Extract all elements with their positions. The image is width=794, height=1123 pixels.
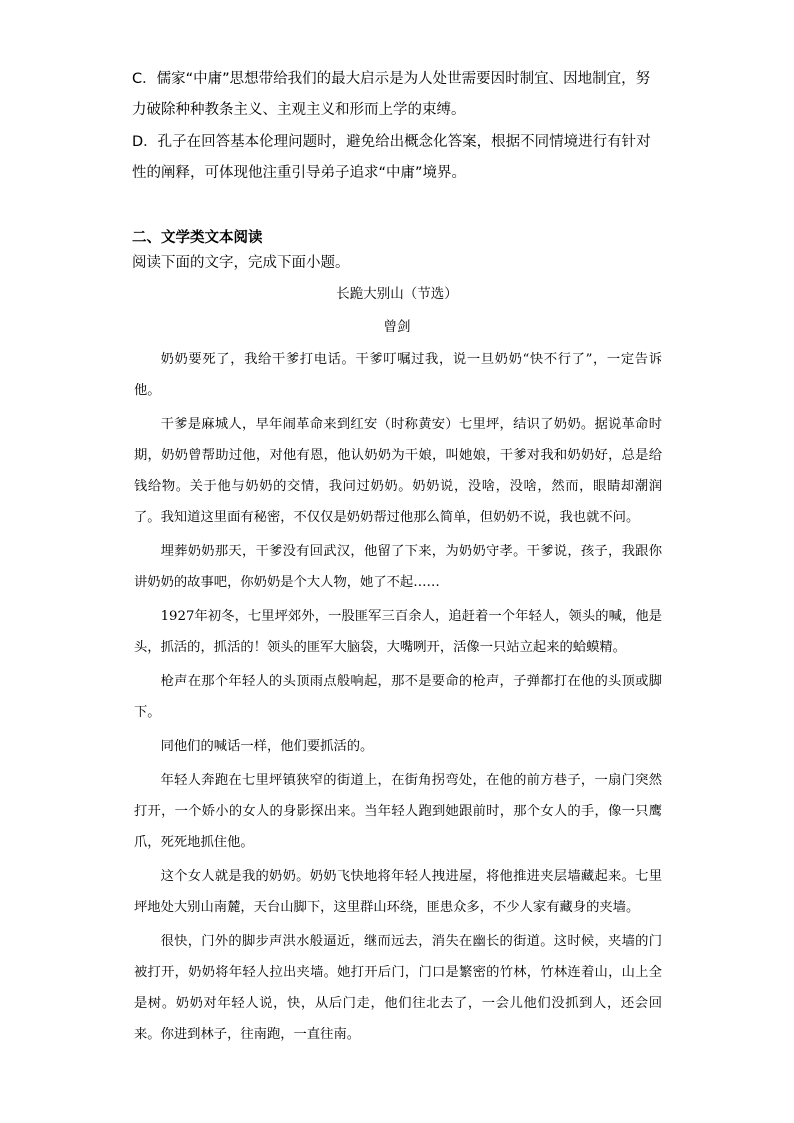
passage-body <box>134 344 662 1053</box>
section-instruction: 阅读下面的文字，完成下面小题。 <box>132 255 350 271</box>
passage-paragraph: 奶奶要死了，我给干爹打电话。干爹叮嘱过我，说一旦奶奶“快不行了”，一定告诉他。 <box>134 352 662 398</box>
passage-title: 长跪大别山（节选） <box>336 286 458 302</box>
passage-paragraph: 很快，门外的脚步声洪水般逼近，继而远去，消失在幽长的街道。这时候，夹墙的门被打开，奶奶将年轻人拉出夹墙。她打开后门，门口是繁密的竹林，竹林连着山，山上全是树。奶奶对年轻人说，快，从后门走，他们往北去了，一会儿他们没抓到人，还会回来。你进到林子，往南跑，一直往南。 <box>134 934 662 1042</box>
answer-options <box>132 64 664 190</box>
passage-paragraph: 枪声在那个年轻人的头顶雨点般响起，那不是要命的枪声，子弹都打在他的头顶或脚下。 <box>134 674 662 720</box>
passage-author: 曾剑 <box>383 319 411 335</box>
option-c: C．儒家“中庸”思想带给我们的最大启示是为人处世需要因时制宜、因地制宜，努力破除种种教条主义、主观主义和形而上学的束缚。 <box>132 71 651 118</box>
passage-paragraph: 1927年初冬，七里坪郊外，一股匪军三百余人，追赶着一个年轻人，领头的喊，他是头，抓活的，抓活的！领头的匪军大脑袋，大嘴咧开，活像一只站立起来的蛤蟆精。 <box>134 609 662 655</box>
passage-paragraph: 埋葬奶奶那天，干爹没有回武汉，他留了下来，为奶奶守孝。干爹说，孩子，我跟你讲奶奶的故事吧，你奶奶是个大人物，她了不起…… <box>134 544 662 590</box>
passage-paragraph: 这个女人就是我的奶奶。奶奶飞快地将年轻人拽进屋，将他推进夹层墙藏起来。七里坪地处大别山南麓，天台山脚下，这里群山环绕，匪患众多，不少人家有藏身的夹墙。 <box>134 869 662 915</box>
option-d: D．孔子在回答基本伦理问题时，避免给出概念化答案，根据不同情境进行有针对性的阐释，可体现他注重引导弟子追求“中庸”境界。 <box>132 134 651 181</box>
section-heading: 二、文学类文本阅读 <box>132 230 263 246</box>
passage-paragraph: 同他们的喊话一样，他们要抓活的。 <box>160 739 374 754</box>
passage-paragraph: 干爹是麻城人，早年闹革命来到红安（时称黄安）七里坪，结识了奶奶。据说革命时期，奶奶曾帮助过他，对他有恩，他认奶奶为干娘，叫她娘，干爹对我和奶奶好，总是给钱给物。关于他与奶奶的交情，我问过奶奶。奶奶说，没啥，没啥，然而，眼睛却潮润了。我知道这里面有秘密，不仅仅是奶奶帮过他那么简单，但奶奶不说，我也就不问。 <box>134 417 662 525</box>
passage-paragraph: 年轻人奔跑在七里坪镇狭窄的街道上，在街角拐弯处，在他的前方巷子，一扇门突然打开，一个娇小的女人的身影探出来。当年轻人跑到她跟前时，那个女人的手，像一只鹰爪，死死地抓住他。 <box>134 773 662 850</box>
